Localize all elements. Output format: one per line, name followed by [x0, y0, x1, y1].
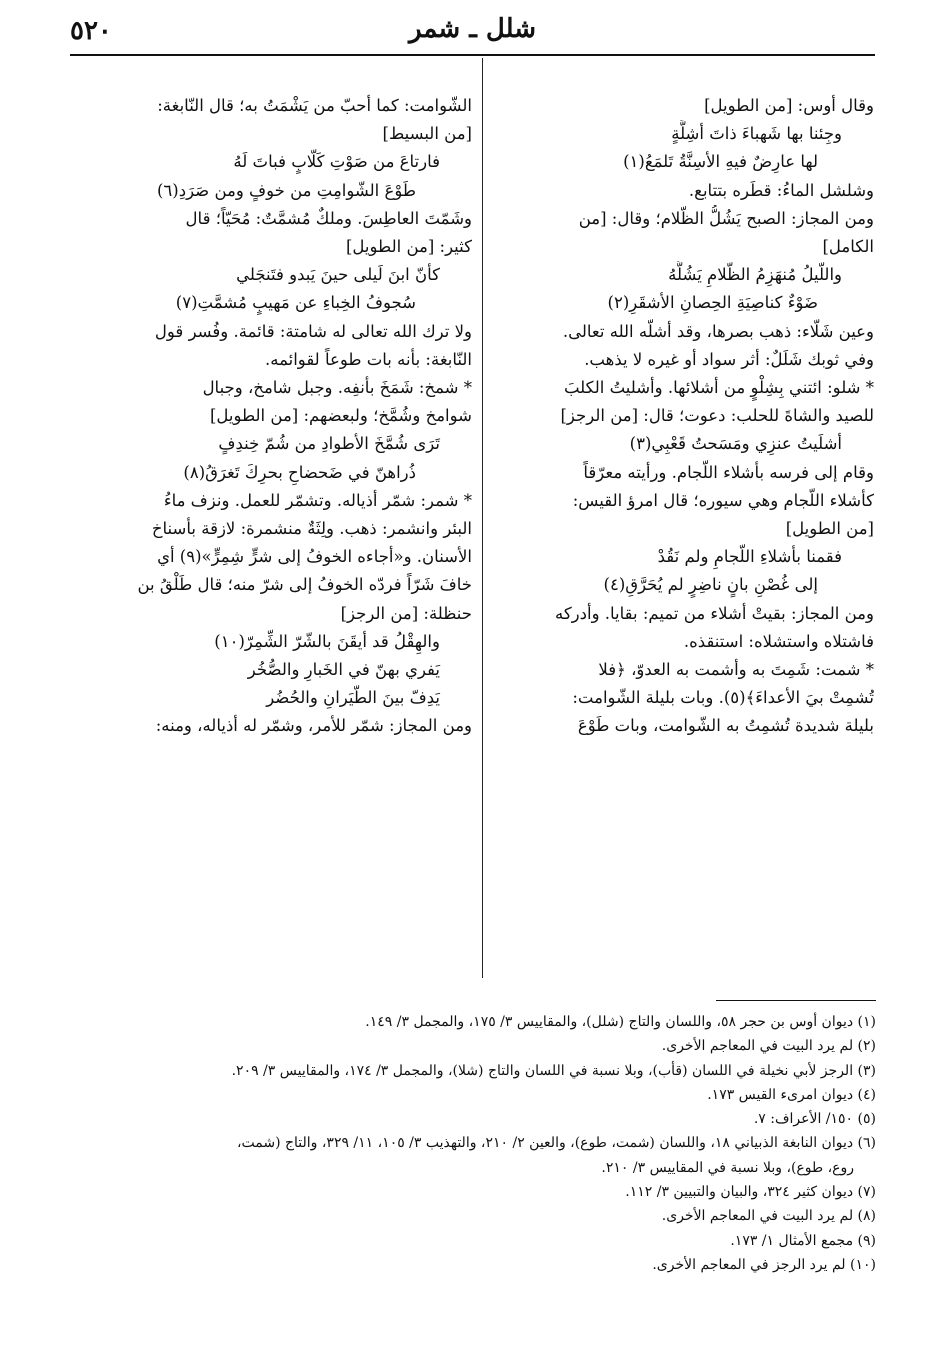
text-line: ولا ترك الله تعالى له شامتة: قائمة. وفُسر قول — [154, 321, 472, 341]
text-line: وفي ثوبك شَلَلٌ: أثر سواد أو غيره لا يذهب. — [584, 349, 874, 369]
verse-line: ضَوْءٌ كناصِيَةِ الحِصانِ الأشقَرِ(٢) — [607, 293, 818, 313]
verse-line: يَفري بهنّ في الخَبارِ والصُّخُر — [247, 660, 440, 680]
footnotes — [130, 1010, 876, 1310]
verse-line: والهِقْلُ قد أيقَنَ بالشّرّ الشِّمِرّ(١٠) — [214, 631, 440, 651]
verse-line: أشلَيتُ عنزِي ومَسَحتُ قَعْبِي(٣) — [629, 434, 842, 454]
footnote: (١٠) لم يرد الرجز في المعاجم الأخرى. — [652, 1256, 876, 1273]
verse-line: كأنّ ابنَ لَيلى حينَ يَبدو فتَنجَلي — [236, 265, 440, 285]
verse-line: تَرَى شُمَّخَ الأطوادِ من شُمّ خِندِفٍ — [218, 434, 440, 454]
footnote: (١) ديوان أوس بن حجر ٥٨، واللسان والتاج (شلل)، والمقاييس ٣/ ١٧٥، والمجمل ٣/ ١٤٩. — [365, 1014, 876, 1030]
footnote: (٧) ديوان كثير ٣٢٤، والبيان والتبيين ٣/ ١١٢. — [625, 1184, 876, 1201]
text-line: الكامل] — [822, 237, 874, 257]
text-line: وقام إلى فرسه بأشلاء اللّجام. ورأيته معرّقاً — [583, 462, 874, 482]
text-line: [من الطويل] — [785, 519, 874, 539]
text-line: * شمت: شَمِتَ به وأشمت به العدوّ، ﴿فلا — [598, 660, 874, 680]
text-line: [من البسيط] — [382, 124, 472, 144]
text-line: كأشلاء اللّجام وهي سيوره؛ قال امرؤ القيس: — [572, 490, 874, 510]
running-head: شلل ـ شمر — [409, 14, 536, 44]
text-line: النّابغة: بأنه بات طوعاً لقوائمه. — [265, 349, 472, 369]
text-line: * شمر: شمّر أذياله. وتشمّر للعمل. ونزف ماءُ — [163, 490, 472, 510]
text-line: البئر وانشمر: ذهب. ولِثَةٌ منشمرة: لازقة بأسناخ — [151, 519, 472, 539]
text-line: شوامخ وشُمَّخ؛ ولبعضهم: [من الطويل] — [209, 406, 472, 426]
page-header — [70, 14, 875, 56]
right-column — [494, 92, 874, 972]
text-line: * شمخ: شَمَخَ بأنفِه. وجبل شامخ، وجبال — [202, 378, 472, 398]
text-line: الشّوامت: كما أحبّ من يَشْمَتُ به؛ قال النّابغة: — [157, 96, 472, 115]
text-line: ومن المجاز: بقيتْ أشلاء من تميم: بقايا. وأدركه — [554, 603, 874, 623]
text-line: كثير: [من الطويل] — [346, 237, 472, 257]
text-line: للصيد والشاةَ للحلب: دعوت؛ قال: [من الرجز] — [560, 406, 874, 426]
verse-line: لها عارِضٌ فيهِ الأسِنَّةُ تَلمَعُ(١) — [623, 152, 818, 172]
page-number: ٥٢٠ — [70, 16, 112, 46]
text-line: خافَ شَرّاً فردّه الخوفُ إلى شرّ منه؛ قال طَلْقُ بن — [137, 575, 472, 595]
text-line: تُشمِتْ بيَ الأعداءَ﴾(٥). وبات بليلة الشّوامت: — [572, 688, 874, 708]
left-column — [72, 92, 472, 972]
verse-line: سُجوفُ الخِباءِ عن مَهيبٍ مُشمَّتِ(٧) — [175, 293, 416, 313]
text-line: الأسنان. و«أجاءه الخوفُ إلى شرٍّ شِمِرٍّ»(٩) أي — [157, 547, 472, 567]
column-divider — [482, 58, 483, 978]
footnote: روع، طوع)، وبلا نسبة في المقاييس ٣/ ٢١٠. — [601, 1159, 854, 1176]
footnote: (٤) ديوان امرىء القيس ١٧٣. — [707, 1086, 876, 1103]
footnote: (٥) ١٥٠/ الأعراف: ٧. — [753, 1111, 876, 1128]
verse-line: إلى غُصْنِ بانٍ ناضِرٍ لم يُحَرَّقِ(٤) — [603, 575, 818, 595]
verse-line: فقمنا بأشلاءِ اللّجامِ ولم نَقُدْ — [657, 547, 842, 567]
text-line: ومن المجاز: الصبح يَشُلُّ الظّلام؛ وقال: [من — [578, 208, 874, 228]
footnote: (٨) لم يرد البيت في المعاجم الأخرى. — [661, 1208, 876, 1225]
footnote: (٦) ديوان النابغة الذبياني ١٨، واللسان (شمت، طوع)، والعين ٢/ ٢١٠، والتهذيب ٣/ ١٠٥، ١١/ ٣٢٩، والتاج (شمت، — [237, 1135, 876, 1152]
text-line: وقال أوس: [من الطويل] — [704, 96, 874, 115]
text-line: * شلو: ائتني بِشِلْوٍ من أشلائها. وأشليتُ الكلبَ — [563, 378, 874, 398]
text-line: وعين شَلّاء: ذهب بصرها، وقد أشلّه الله تعالى. — [562, 321, 874, 341]
verse-line: يَدِفّ بينَ الطّيَرانِ والحُضُر — [266, 688, 440, 708]
verse-line: طَوْعَ الشّوامِتِ من خوفٍ ومن صَرَدِ(٦) — [156, 180, 416, 200]
text-line: وشَمّتَ العاطِسَ. وملكٌ مُشمَّتٌ: مُحَيّاً؛ قال — [185, 208, 472, 228]
text-line: فاشتلاه واستشلاه: استنقذه. — [683, 631, 874, 651]
footnote: (٢) لم يرد البيت في المعاجم الأخرى. — [661, 1038, 876, 1055]
verse-line: وجِئنا بها شَهباءَ ذاتَ أشِلَّةٍ — [671, 124, 842, 144]
verse-line: فارتاعَ من صَوْتِ كَلّابٍ فباتَ لَهُ — [233, 152, 440, 172]
text-line: وشلشل الماءُ: قطَره بتتابع. — [688, 180, 874, 200]
footnote: (٩) مجمع الأمثال ١/ ١٧٣. — [730, 1232, 876, 1249]
text-line: بليلة شديدة تُشمِتُ به الشّوامت، وبات طَوْعَ — [577, 716, 874, 736]
text-line: حنظلة: [من الرجز] — [340, 603, 472, 623]
verse-line: واللّيلُ مُنهَزِمُ الظّلامِ يَشُلُّهُ — [668, 265, 842, 285]
text-line: ومن المجاز: شمّر للأمر، وشمّر له أذياله، ومنه: — [155, 716, 472, 736]
footnote: (٣) الرجز لأبي نخيلة في اللسان (قأب)، وبلا نسبة في اللسان والتاج (شلا)، والمجمل ٣/ ١٧٤، والمقاييس ٣/ ٢٠٩. — [231, 1062, 876, 1079]
footnote-separator — [716, 1000, 876, 1001]
verse-line: ذُراهنّ في ضَحضاحِ بحرِكَ تَغرَقُ(٨) — [183, 462, 416, 482]
